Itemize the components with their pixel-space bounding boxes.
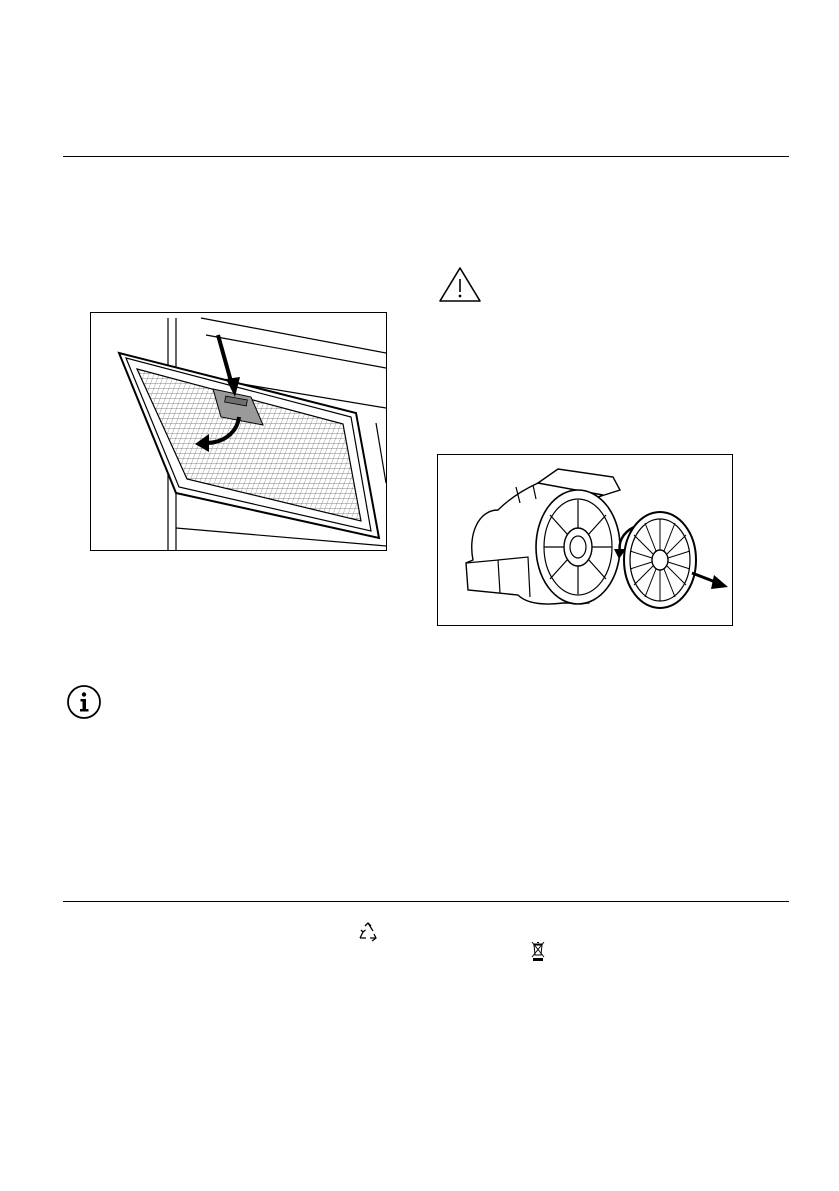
crossed-out-bin-icon bbox=[530, 940, 546, 962]
recycle-icon bbox=[357, 921, 379, 943]
carbon-filter-removal-figure bbox=[437, 454, 733, 626]
bottom-divider bbox=[63, 901, 789, 902]
top-divider bbox=[63, 156, 789, 157]
warning-triangle-icon bbox=[438, 266, 482, 304]
info-circle-icon bbox=[66, 684, 102, 720]
grease-filter-removal-figure bbox=[90, 312, 387, 551]
